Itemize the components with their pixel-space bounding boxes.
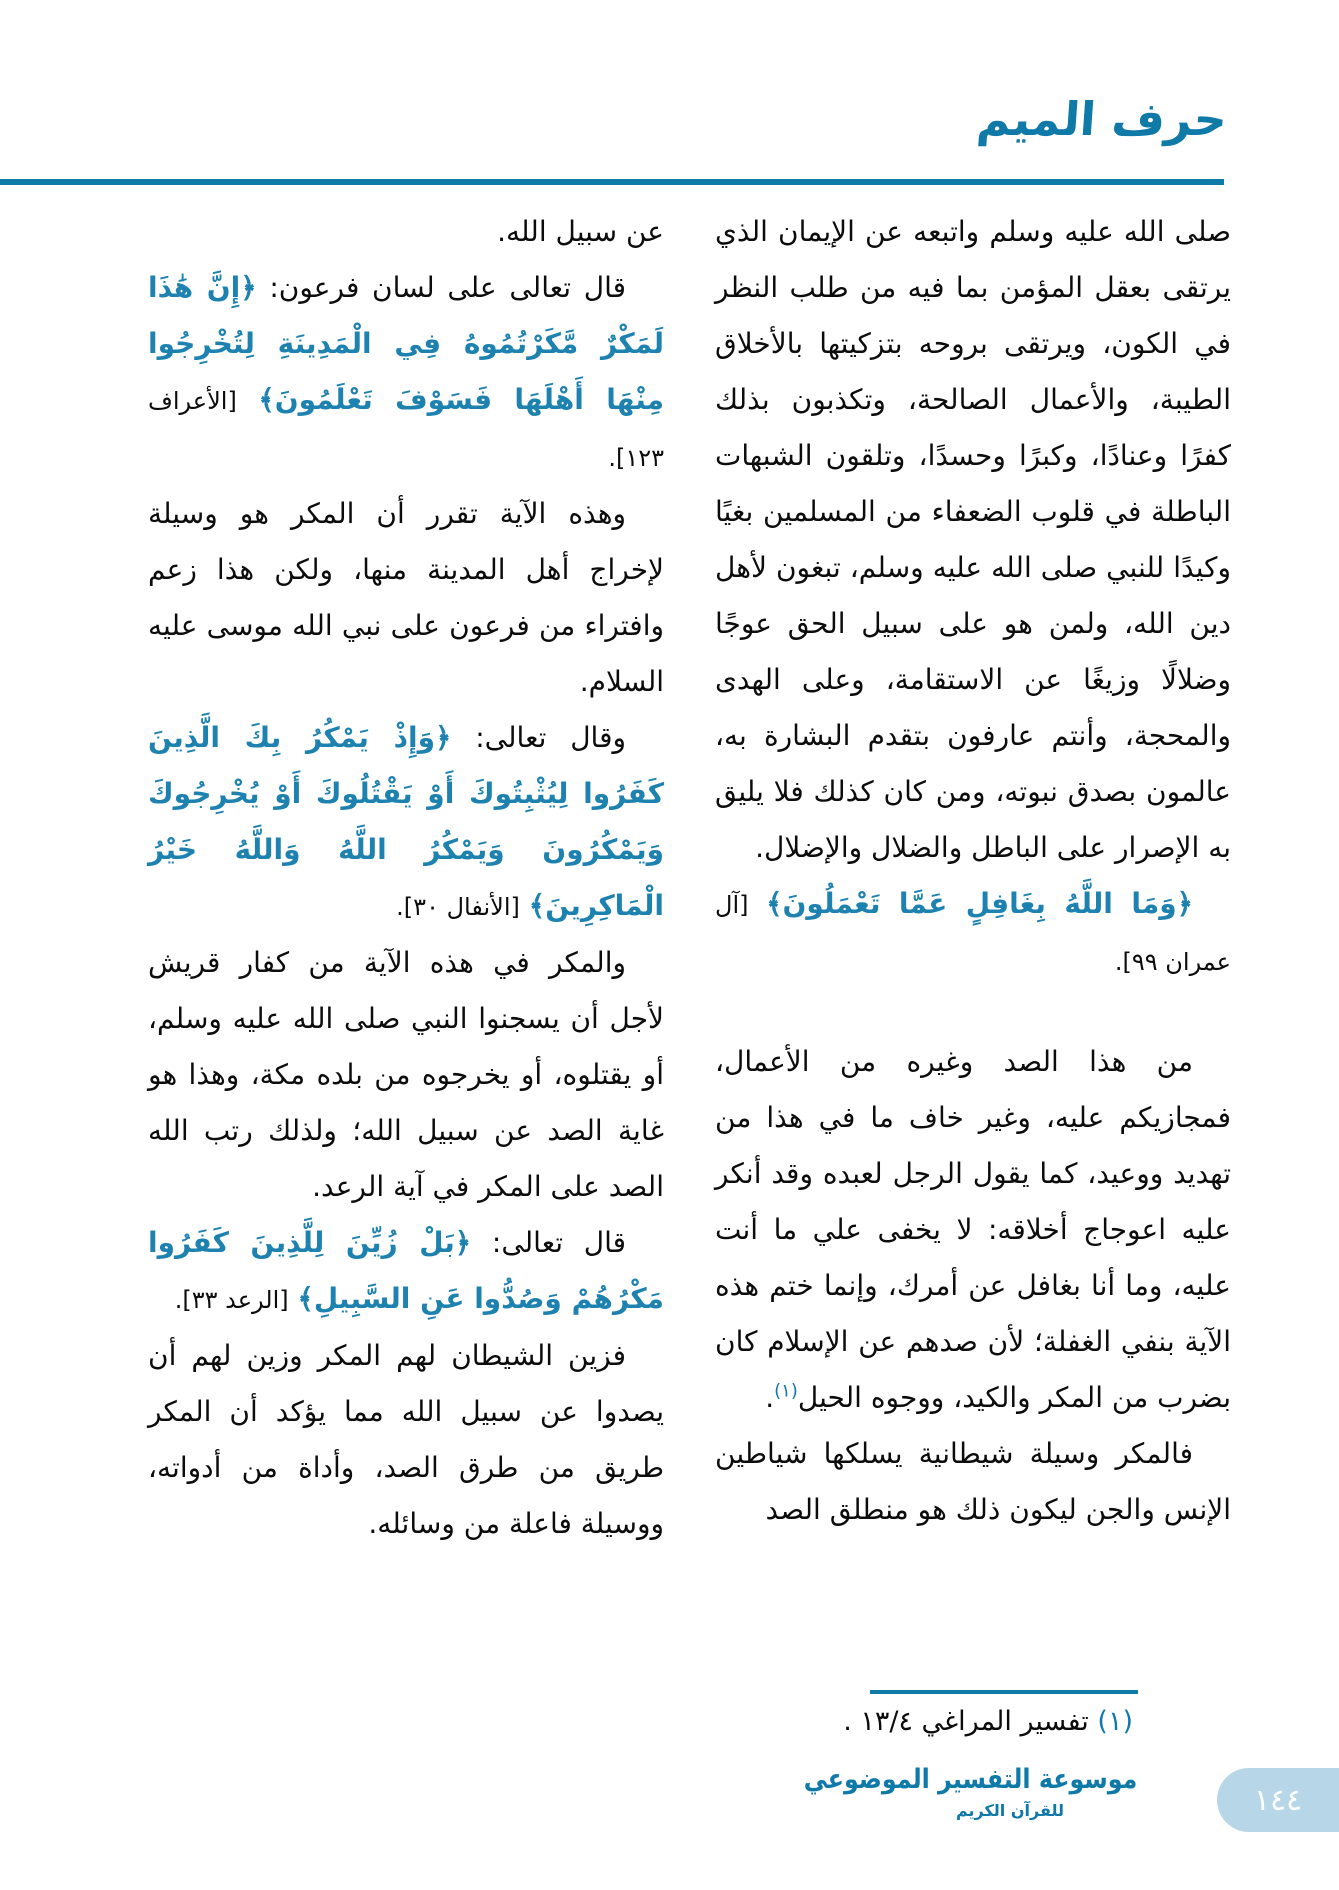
publisher-logo xyxy=(803,1758,1160,1820)
body-text: وهذه الآية تقرر أن المكر هو وسيلة لإخراج أهل المدينة منها، ولكن هذا زعم وافتراء من فرعون على نبي الله موسى عليه السلام. xyxy=(148,497,664,698)
body-text: . xyxy=(765,1381,775,1414)
body-text: وقال تعالى: xyxy=(451,721,626,754)
paragraph xyxy=(715,1426,1231,1538)
verse-reference: [الأنفال ٣٠]. xyxy=(396,893,520,921)
chapter-header-title: حرف الميم xyxy=(975,92,1229,146)
body-text: عن سبيل الله. xyxy=(497,215,664,248)
body-text: من هذا الصد وغيره من الأعمال، فمجازيكم عليه، وغير خاف ما في هذا من تهديد ووعيد، كما يقول الرجل لعبده وقد أنكر عليه اعوجاج أخلاقه: لا يخفى علي ما أنت عليه، وما أنا بغافل عن أمرك، وإنما ختم هذه الآية بنفي الغفلة؛ لأن صدهم عن الإسلام كان بضرب من المكر والكيد، ووجوه الحيل xyxy=(715,1045,1231,1414)
publisher-logo-subtitle: للقرآن الكريم xyxy=(955,1801,1065,1820)
quran-verse: ﴿إِنَّ هَٰذَا لَمَكْرٌ مَّكَرْتُمُوهُ فِي الْمَدِينَةِ لِتُخْرِجُوا مِنْهَا أَهْلَهَا فَسَوْفَ تَعْلَمُونَ﴾ xyxy=(148,271,665,416)
page-number-tab xyxy=(1217,1768,1339,1832)
quran-verse: ﴿وَإِذْ يَمْكُرُ بِكَ الَّذِينَ كَفَرُوا لِيُثْبِتُوكَ أَوْ يَقْتُلُوكَ أَوْ يُخْرِجُوكَ وَيَمْكُرُونَ وَيَمْكُرُ اللَّهُ وَاللَّهُ خَيْرُ الْمَاكِرِينَ﴾ xyxy=(148,721,664,922)
header-rule xyxy=(0,179,1224,185)
paragraph xyxy=(148,1328,664,1552)
paragraph xyxy=(715,876,1231,990)
body-text: فزين الشيطان لهم المكر وزين لهم أن يصدوا عن سبيل الله مما يؤكد أن المكر طريق من طرق الصد، وأداة من أدواته، ووسيلة فاعلة من وسائله. xyxy=(148,1339,664,1540)
quran-verse: ﴿بَلْ زُيِّنَ لِلَّذِينَ كَفَرُوا مَكْرُهُمْ وَصُدُّوا عَنِ السَّبِيلِ﴾ xyxy=(148,1226,664,1315)
quran-verse: ﴿وَمَا اللَّهُ بِغَافِلٍ عَمَّا تَعْمَلُونَ﴾ xyxy=(766,887,1194,920)
paragraph xyxy=(148,935,664,1215)
text-column-left xyxy=(148,204,664,1552)
footnote xyxy=(843,1706,1133,1737)
footnote-separator xyxy=(870,1690,1138,1694)
paragraph xyxy=(715,204,1231,876)
paragraph xyxy=(148,260,664,486)
body-text: فالمكر وسيلة شيطانية يسلكها شياطين الإنس والجن ليكون ذلك هو منطلق الصد xyxy=(715,1437,1231,1526)
paragraph xyxy=(715,1034,1231,1426)
body-text: قال تعالى على لسان فرعون: xyxy=(256,271,626,304)
footnote-number: (١) xyxy=(1088,1706,1133,1737)
verse-reference: [آل عمران ٩٩]. xyxy=(715,891,1231,976)
footnote-text: تفسير المراغي ١٣/٤ . xyxy=(843,1706,1089,1737)
verse-reference: [الرعد ٣٣]. xyxy=(174,1286,289,1314)
paragraph xyxy=(148,486,664,710)
body-text: صلى الله عليه وسلم واتبعه عن الإيمان الذي يرتقى بعقل المؤمن بما فيه من طلب النظر في الكون، ويرتقى بروحه بتزكيتها بالأخلاق الطيبة، والأعمال الصالحة، وتكذبون بذلك كفرًا وعنادًا، وكبرًا وحسدًا، وتلقون الشبهات الباطلة في قلوب الضعفاء من المسلمين بغيًا وكيدًا للنبي صلى الله عليه وسلم، تبغون لأهل دين الله، ولمن هو على سبيل الحق عوجًا وضلالًا وزيغًا عن الاستقامة، وعلى الهدى والمحجة، وأنتم عارفون بتقدم البشارة به، عالمون بصدق نبوته، ومن كان كذلك فلا يليق به الإصرار على الباطل والضلال والإضلال. xyxy=(715,215,1231,864)
body-text: والمكر في هذه الآية من كفار قريش لأجل أن يسجنوا النبي صلى الله عليه وسلم، أو يقتلوه، أو يخرجوه من بلده مكة، وهذا هو غاية الصد عن سبيل الله؛ ولذلك رتب الله الصد على المكر في آية الرعد. xyxy=(148,946,664,1203)
paragraph xyxy=(148,204,664,260)
footnote-marker-superscript: (١) xyxy=(774,1380,798,1402)
publisher-logo-title: موسوعة التفسير الموضوعي xyxy=(803,1764,1138,1795)
text-column-right xyxy=(715,204,1231,1538)
paragraph xyxy=(148,1215,664,1328)
page-number: ١٤٤ xyxy=(1253,1782,1303,1818)
paragraph xyxy=(148,710,664,935)
verse-reference: [الأعراف ١٢٣]. xyxy=(148,387,664,472)
body-text: قال تعالى: xyxy=(471,1226,627,1259)
